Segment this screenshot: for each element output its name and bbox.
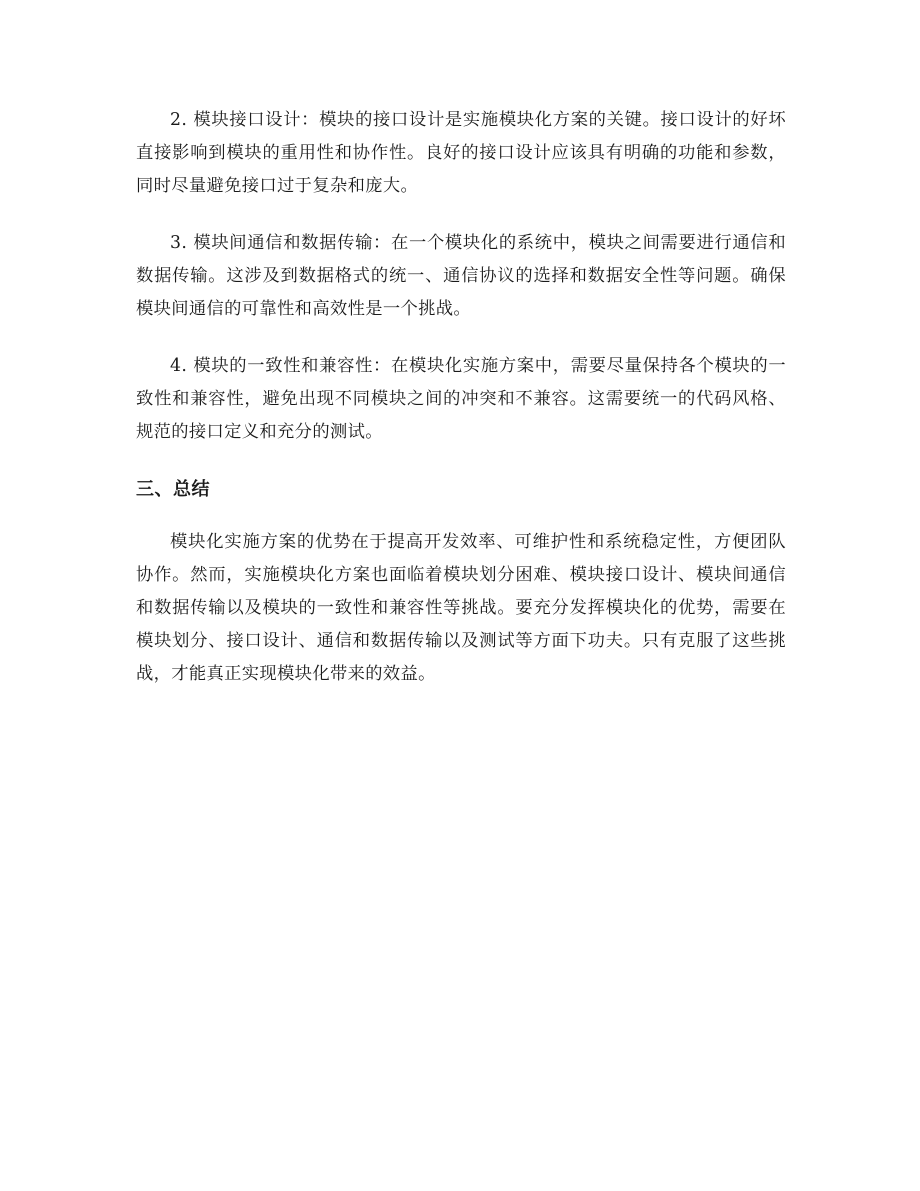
document-body — [136, 104, 786, 715]
list-item-module-communication: 3. 模块间通信和数据传输：在一个模块化的系统中，模块之间需要进行通信和数据传输。这涉及到数据格式的统一、通信协议的选择和数据安全性等问题。确保模块间通信的可靠性和高效性是一个挑战。 — [136, 233, 786, 319]
section-heading-summary: 三、总结 — [136, 479, 210, 500]
summary-paragraph: 模块化实施方案的优势在于提高开发效率、可维护性和系统稳定性，方便团队协作。然而，实施模块化方案也面临着模块划分困难、模块接口设计、模块间通信和数据传输以及模块的一致性和兼容性等挑战。要充分发挥模块化的优势，需要在模块划分、接口设计、通信和数据传输以及测试等方面下功夫。只有克服了这些挑战，才能真正实现模块化带来的效益。 — [136, 532, 786, 684]
list-item-consistency-compatibility: 4. 模块的一致性和兼容性：在模块化实施方案中，需要尽量保持各个模块的一致性和兼容性，避免出现不同模块之间的冲突和不兼容。这需要统一的代码风格、规范的接口定义和充分的测试。 — [136, 356, 786, 442]
list-item-interface-design: 2. 模块接口设计：模块的接口设计是实施模块化方案的关键。接口设计的好坏直接影响到模块的重用性和协作性。良好的接口设计应该具有明确的功能和参数，同时尽量避免接口过于复杂和庞大。 — [136, 110, 786, 196]
